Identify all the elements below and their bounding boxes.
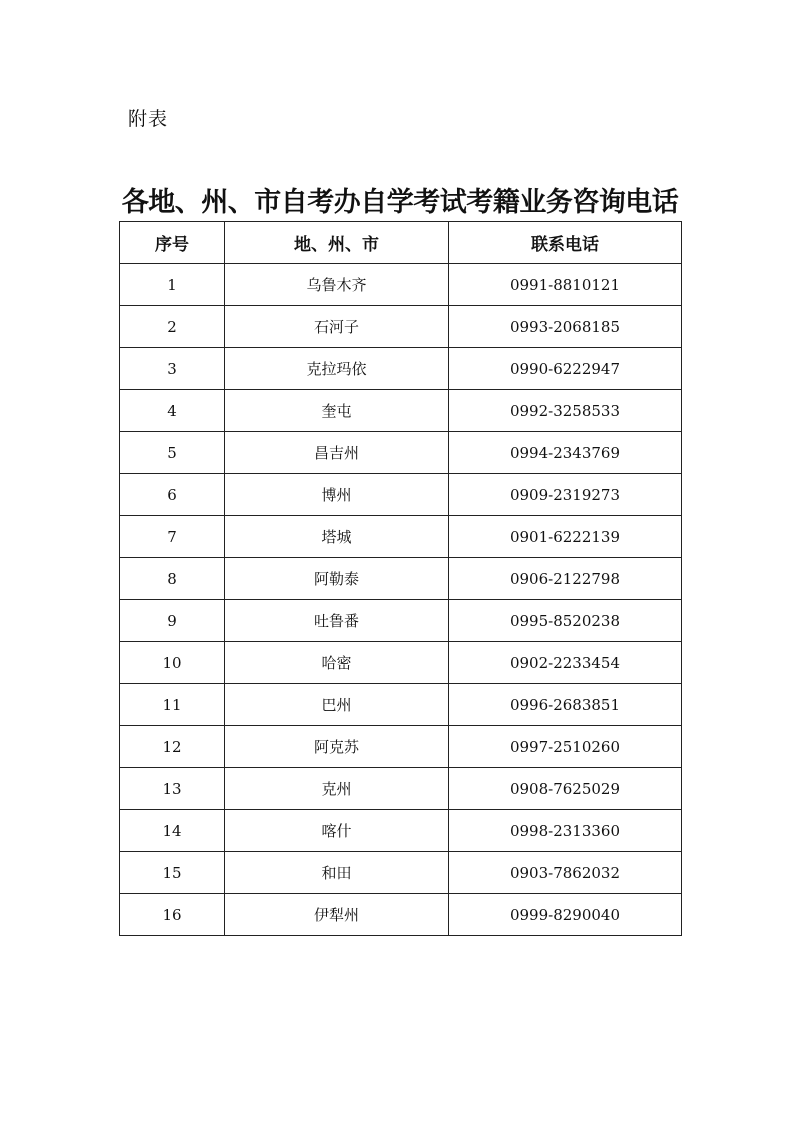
phone-number: 0902-2233454 bbox=[449, 642, 682, 684]
phone-number: 0991-8810121 bbox=[449, 264, 682, 306]
row-number: 10 bbox=[120, 642, 225, 684]
table-row bbox=[120, 600, 682, 642]
row-number: 13 bbox=[120, 768, 225, 810]
phone-number: 0993-2068185 bbox=[449, 306, 682, 348]
table-row bbox=[120, 726, 682, 768]
row-number: 12 bbox=[120, 726, 225, 768]
region-name: 乌鲁木齐 bbox=[225, 264, 449, 306]
phone-number: 0901-6222139 bbox=[449, 516, 682, 558]
phone-number: 0990-6222947 bbox=[449, 348, 682, 390]
phone-number: 0996-2683851 bbox=[449, 684, 682, 726]
row-number: 15 bbox=[120, 852, 225, 894]
region-name: 哈密 bbox=[225, 642, 449, 684]
row-number: 5 bbox=[120, 432, 225, 474]
phone-number: 0999-8290040 bbox=[449, 894, 682, 936]
table-row bbox=[120, 768, 682, 810]
phone-number: 0992-3258533 bbox=[449, 390, 682, 432]
column-header-number: 序号 bbox=[120, 222, 225, 264]
region-name: 喀什 bbox=[225, 810, 449, 852]
row-number: 8 bbox=[120, 558, 225, 600]
page-title: 各地、州、市自考办自学考试考籍业务咨询电话 bbox=[121, 187, 679, 218]
table-row bbox=[120, 264, 682, 306]
table-header-row bbox=[120, 222, 682, 264]
table-row bbox=[120, 306, 682, 348]
phone-number: 0909-2319273 bbox=[449, 474, 682, 516]
column-header-region: 地、州、市 bbox=[225, 222, 449, 264]
row-number: 6 bbox=[120, 474, 225, 516]
attachment-label: 附表 bbox=[128, 108, 169, 130]
table-row bbox=[120, 474, 682, 516]
row-number: 14 bbox=[120, 810, 225, 852]
region-name: 吐鲁番 bbox=[225, 600, 449, 642]
phone-number: 0995-8520238 bbox=[449, 600, 682, 642]
row-number: 16 bbox=[120, 894, 225, 936]
table-row bbox=[120, 348, 682, 390]
row-number: 4 bbox=[120, 390, 225, 432]
region-name: 奎屯 bbox=[225, 390, 449, 432]
row-number: 11 bbox=[120, 684, 225, 726]
table-body bbox=[120, 264, 682, 936]
contact-table bbox=[119, 221, 682, 936]
table-row bbox=[120, 684, 682, 726]
region-name: 阿勒泰 bbox=[225, 558, 449, 600]
region-name: 石河子 bbox=[225, 306, 449, 348]
region-name: 伊犁州 bbox=[225, 894, 449, 936]
region-name: 克州 bbox=[225, 768, 449, 810]
region-name: 阿克苏 bbox=[225, 726, 449, 768]
table-row bbox=[120, 432, 682, 474]
column-header-phone: 联系电话 bbox=[449, 222, 682, 264]
table-row bbox=[120, 558, 682, 600]
row-number: 9 bbox=[120, 600, 225, 642]
table-row bbox=[120, 852, 682, 894]
region-name: 昌吉州 bbox=[225, 432, 449, 474]
row-number: 7 bbox=[120, 516, 225, 558]
row-number: 2 bbox=[120, 306, 225, 348]
table-row bbox=[120, 894, 682, 936]
row-number: 1 bbox=[120, 264, 225, 306]
phone-number: 0998-2313360 bbox=[449, 810, 682, 852]
table-row bbox=[120, 390, 682, 432]
region-name: 巴州 bbox=[225, 684, 449, 726]
region-name: 博州 bbox=[225, 474, 449, 516]
region-name: 和田 bbox=[225, 852, 449, 894]
row-number: 3 bbox=[120, 348, 225, 390]
phone-number: 0997-2510260 bbox=[449, 726, 682, 768]
phone-number: 0906-2122798 bbox=[449, 558, 682, 600]
table-row bbox=[120, 810, 682, 852]
table-row bbox=[120, 516, 682, 558]
phone-number: 0994-2343769 bbox=[449, 432, 682, 474]
region-name: 塔城 bbox=[225, 516, 449, 558]
table-row bbox=[120, 642, 682, 684]
region-name: 克拉玛依 bbox=[225, 348, 449, 390]
phone-number: 0903-7862032 bbox=[449, 852, 682, 894]
phone-number: 0908-7625029 bbox=[449, 768, 682, 810]
